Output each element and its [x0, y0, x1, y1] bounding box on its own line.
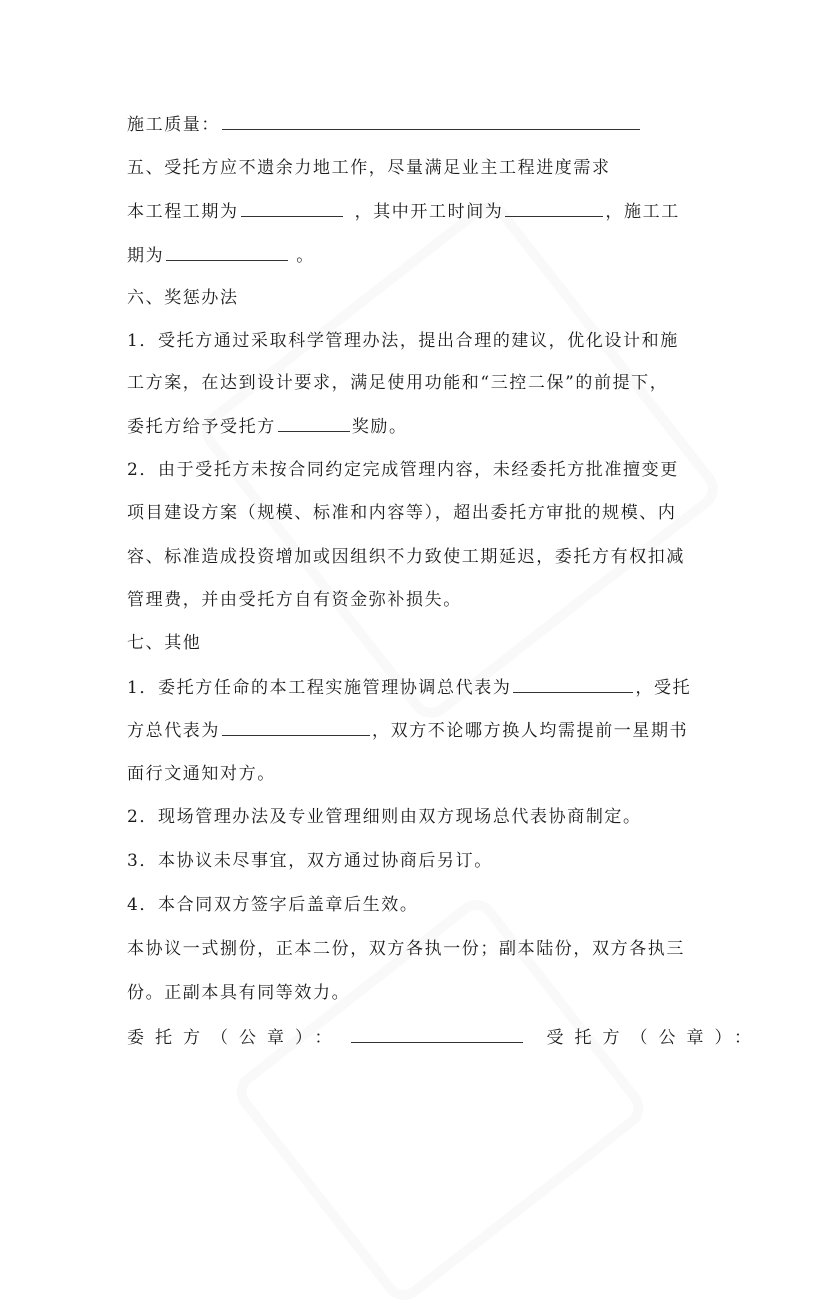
penalty-clause-line-2: 项目建设方案（规模、标准和内容等），超出委托方审批的规模、内 — [127, 503, 677, 523]
penalty-clause-line-3: 容、标准造成投资增加或因组织不力致使工期延迟，委托方有权扣减 — [127, 547, 685, 567]
other-clause-4: 4．本合同双方签字后盖章后生效。 — [127, 895, 419, 915]
copies-line-2: 份。正副本具有同等效力。 — [127, 983, 351, 1003]
reward-clause-1-line-3 — [127, 414, 408, 439]
total-duration-blank[interactable] — [241, 199, 343, 217]
reward-clause-1-line-1: 1．受托方通过采取科学管理办法，提出合理的建议，优化设计和施 — [127, 331, 679, 351]
copies-line-1: 本协议一式捌份，正本二份，双方各执一份；副本陆份，双方各执三 — [127, 939, 685, 959]
reward-clause-1-line-2: 工方案，在达到设计要求，满足使用功能和“三控二保”的前提下， — [127, 373, 669, 393]
start-date-blank[interactable] — [505, 199, 603, 217]
agent-representative-blank[interactable] — [222, 718, 370, 736]
reward-text-a: 委托方给予受托方 — [127, 417, 276, 437]
principal-seal-blank[interactable] — [351, 1025, 523, 1043]
representative-line-1 — [127, 675, 691, 700]
other-clause-2: 2．现场管理办法及专业管理细则由双方现场总代表协商制定。 — [127, 807, 642, 827]
penalty-clause-line-1: 2．由于受托方未按合同约定完成管理内容，未经委托方批准擅变更 — [127, 460, 679, 480]
reward-amount-blank[interactable] — [278, 414, 350, 432]
schedule-text-e: 。 — [296, 246, 315, 266]
other-clause-3: 3．本协议未尽事宜，双方通过协商后另订。 — [127, 851, 493, 871]
construction-period-blank[interactable] — [166, 243, 288, 261]
representative-text-b: ，受托 — [635, 678, 692, 698]
construction-quality-blank[interactable] — [222, 112, 640, 130]
section-five-heading: 五、受托方应不遗余力地工作，尽量满足业主工程进度需求 — [127, 158, 611, 178]
agent-seal-label: 受托方（公章）： — [546, 1028, 762, 1048]
representative-text-a: 1．委托方任命的本工程实施管理协调总代表为 — [127, 678, 512, 698]
section-six-heading: 六、奖惩办法 — [127, 288, 239, 308]
construction-quality-line — [127, 112, 642, 137]
section-seven-heading: 七、其他 — [127, 633, 202, 653]
schedule-text-b: ，其中开工时间为 — [354, 202, 504, 222]
principal-seal-label: 委托方（公章）： — [127, 1028, 343, 1048]
construction-quality-label: 施工质量： — [127, 115, 220, 135]
representative-line-3: 面行文通知对方。 — [127, 764, 276, 784]
reward-text-b: 奖励。 — [351, 417, 408, 437]
schedule-text-c: ，施工工 — [605, 202, 680, 222]
schedule-text-d: 期为 — [127, 246, 165, 266]
penalty-clause-line-4: 管理费，并由受托方自有资金弥补损失。 — [127, 590, 462, 610]
schedule-text-a: 本工程工期为 — [127, 202, 239, 222]
principal-representative-blank[interactable] — [513, 675, 633, 693]
schedule-line-1 — [127, 199, 680, 224]
representative-text-c: 方总代表为 — [127, 721, 220, 741]
representative-text-d: ，双方不论哪方换人均需提前一星期书 — [372, 721, 689, 741]
representative-line-2 — [127, 718, 688, 743]
signature-line — [127, 1025, 762, 1050]
schedule-line-2 — [127, 243, 315, 268]
